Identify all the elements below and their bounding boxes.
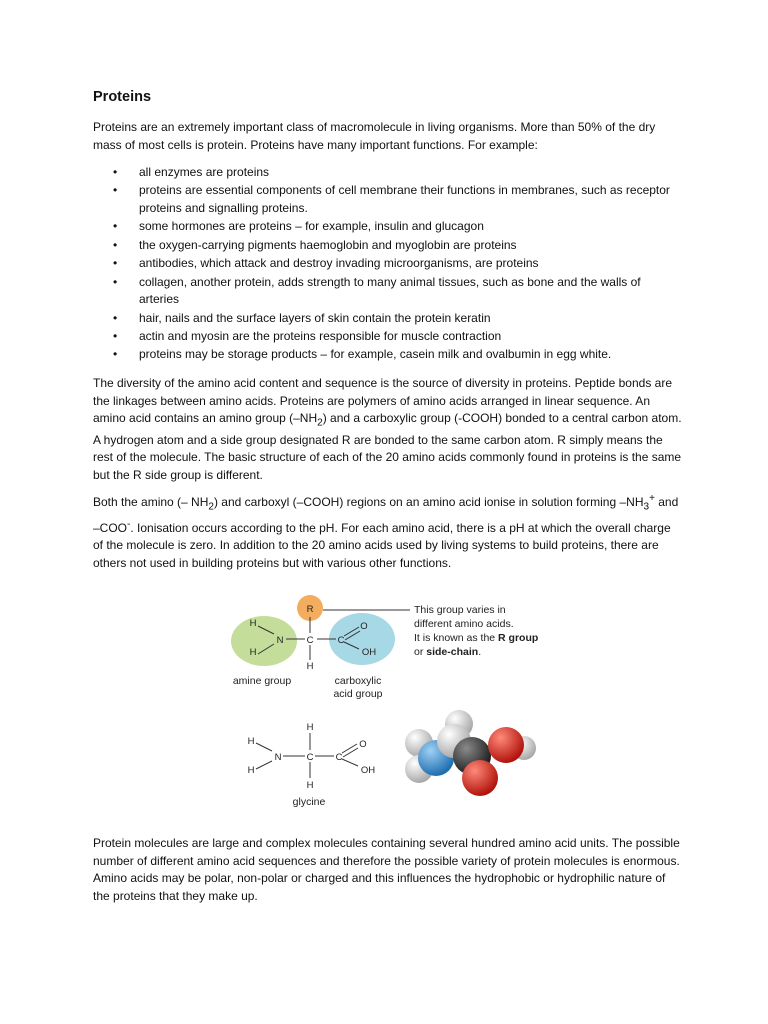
o-atom-label: O bbox=[360, 621, 368, 632]
h-atom-label: H bbox=[306, 722, 314, 733]
c-atom-label: C bbox=[337, 635, 345, 646]
h-atom-label: H bbox=[249, 618, 257, 629]
list-item-text: all enzymes are proteins bbox=[139, 165, 270, 179]
carboxylic-label: carboxylic bbox=[334, 675, 382, 687]
bullet-icon: • bbox=[113, 165, 118, 179]
r-group-note-line: different amino acids. bbox=[414, 618, 514, 630]
h-atom-label: H bbox=[247, 736, 255, 747]
ionisation-paragraph bbox=[93, 490, 683, 572]
glycine-label: glycine bbox=[292, 796, 326, 808]
list-item bbox=[93, 346, 683, 364]
list-item-text: hair, nails and the surface layers of skin contain the protein keratin bbox=[139, 310, 491, 325]
amino-acid-paragraph bbox=[93, 375, 683, 484]
r-group-note-line: It is known as the R group bbox=[414, 632, 539, 644]
list-item-text: proteins may be storage products – for example, casein milk and ovalbumin in egg white. bbox=[139, 347, 612, 362]
h-atom-label: H bbox=[306, 780, 314, 791]
intro-paragraph: Proteins are an extremely important class of macromolecule in living organisms. More than 50% of the dry mass of most cells is protein. Proteins have many important functions. For example: bbox=[93, 120, 656, 152]
list-item bbox=[93, 218, 683, 236]
text-segment: ) and carboxyl (–COOH) regions on an amino acid ionise in solution forming –NH bbox=[213, 495, 644, 509]
subscript: 2 bbox=[208, 501, 214, 513]
list-item-text: actin and myosin are the proteins responsible for muscle contraction bbox=[139, 328, 502, 343]
list-item-text: collagen, another protein, adds strength to many animal tissues, such as bone and the walls of arteries bbox=[139, 274, 641, 307]
amine-group-label: amine group bbox=[232, 675, 292, 687]
text-segment: Both the amino (– NH bbox=[93, 495, 209, 509]
page-title: Proteins bbox=[93, 89, 152, 105]
list-item bbox=[93, 328, 683, 346]
acid-group-label: acid group bbox=[333, 688, 383, 700]
list-item bbox=[93, 310, 683, 328]
oxygen-atom bbox=[462, 760, 498, 796]
text-segment: . Ionisation occurs according to the pH. For each amino acid, there is a pH at which the overall charge of the molecule is zero. In addition to the 20 amino acids used by living systems to build proteins, there are others not used in building proteins but with various other functions. bbox=[93, 520, 671, 570]
h-atom-label: H bbox=[306, 661, 314, 672]
oxygen-atom bbox=[488, 727, 524, 763]
list-item bbox=[93, 164, 683, 182]
amine-group-highlight bbox=[231, 616, 297, 666]
list-item bbox=[93, 237, 683, 255]
bullet-icon: • bbox=[113, 347, 118, 362]
subscript: 3 bbox=[643, 501, 650, 513]
list-item-text: proteins are essential components of cell membrane their functions in membranes, such as receptor proteins and signalling proteins. bbox=[139, 183, 670, 215]
subscript: 2 bbox=[317, 417, 323, 429]
bullet-icon: • bbox=[113, 183, 118, 198]
bullet-icon: • bbox=[113, 237, 118, 252]
r-group-note-line: This group varies in bbox=[414, 604, 506, 616]
c-atom-label: C bbox=[306, 752, 314, 763]
amino-acid-figure bbox=[222, 593, 562, 815]
r-group-note-line: or side-chain. bbox=[414, 646, 482, 658]
glycine-space-filling-model bbox=[405, 710, 536, 796]
superscript: - bbox=[127, 518, 131, 530]
list-item bbox=[93, 255, 683, 273]
oh-atom-label: OH bbox=[360, 765, 376, 776]
bullet-icon: • bbox=[113, 328, 118, 343]
text-segment: The diversity of the amino acid content and sequence is the source of diversity in proteins. Peptide bonds are the linkages between amino acids. Proteins are polymers of amino acids arranged in linear sequence. An amino acid contains an amino group (–NH bbox=[93, 376, 672, 425]
c-atom-label: C bbox=[335, 752, 343, 763]
text-segment: and –COO bbox=[93, 495, 679, 535]
list-item bbox=[93, 274, 683, 309]
h-atom-label: H bbox=[247, 765, 255, 776]
bullet-icon: • bbox=[113, 310, 118, 325]
c-atom-label: C bbox=[306, 635, 314, 646]
n-atom-label: N bbox=[274, 752, 282, 763]
list-item-text: some hormones are proteins – for example, insulin and glucagon bbox=[139, 219, 484, 234]
closing-paragraph: Protein molecules are large and complex molecules containing several hundred amino acid units. The possible number of different amino acid sequences and therefore the possible variety of protein molecules is enormous. Amino acids may be polar, non-polar or charged and this influences the hydrophobic or hydrophilic nature of the proteins that they make up. bbox=[93, 836, 680, 903]
list-item bbox=[93, 182, 683, 217]
superscript: + bbox=[649, 493, 655, 504]
functions-list bbox=[93, 164, 683, 365]
bullet-icon: • bbox=[113, 274, 118, 289]
bullet-icon: • bbox=[113, 256, 118, 271]
text-segment: ) and a carboxylic group (-COOH) bonded to a central carbon atom. A hydrogen atom and a side group designated R are bonded to the same carbon atom. R simply means the rest of the molecule. The basic structure of each of the 20 amino acids commonly found in proteins is the same but the R side group is different. bbox=[93, 411, 682, 482]
bullet-icon: • bbox=[113, 219, 118, 234]
h-atom-label: H bbox=[249, 647, 257, 658]
r-atom-label: R bbox=[306, 604, 314, 615]
oh-atom-label: OH bbox=[361, 647, 377, 658]
o-atom-label: O bbox=[359, 739, 367, 750]
list-item-text: antibodies, which attack and destroy invading microorganisms, are proteins bbox=[139, 256, 539, 271]
list-item-text: the oxygen-carrying pigments haemoglobin and myoglobin are proteins bbox=[139, 237, 517, 252]
n-atom-label: N bbox=[276, 635, 284, 646]
